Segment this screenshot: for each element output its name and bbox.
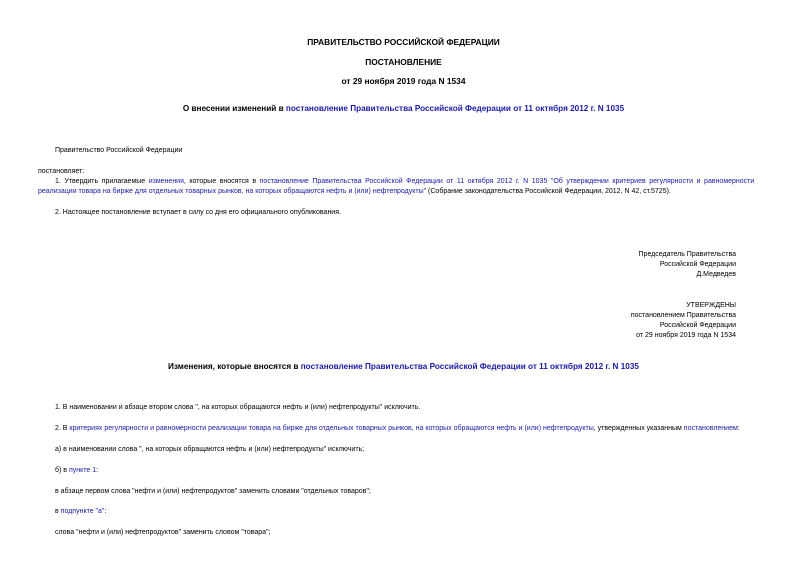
item1-line2 (38, 187, 671, 196)
item2-text: 2. Настоящее постановление вступает в силу со дня его официального опубликования. (55, 209, 341, 216)
item1-text-a: 1. Утвердить прилагаемые (55, 178, 149, 185)
changes-p2 (55, 424, 740, 433)
changes-p6 (55, 507, 106, 516)
changes-p2-text-b: , утвержденных указанным (593, 425, 684, 432)
changes-p6-text-a: в (55, 508, 61, 515)
changes-title-prefix: Изменения, которые вносятся в (168, 362, 301, 371)
changes-p3: а) в наименовании слова ", на которых обращаются нефть и (или) нефтепродукты" исключить; (55, 446, 365, 453)
signature-line2: Российской Федерации (659, 261, 736, 268)
item1-link-decree[interactable]: постановление Правительства Российской Федерации от 11 октября 2012 г. N 1035 "Об утверждении критериев регулярности и равномерности (259, 178, 755, 185)
approved-line3: Российской Федерации (659, 322, 736, 329)
item1-text-c: (Собрание законодательства Российской Федерации, 2012, N 42, ст.5725). (426, 188, 671, 195)
changes-p4-text-a: б) в (55, 467, 69, 474)
changes-p4 (55, 466, 98, 475)
changes-p7: слова "нефти и (или) нефтепродуктов" заменить словом "товара"; (55, 529, 271, 536)
document-title (0, 104, 807, 114)
preamble-subject: Правительство Российской Федерации (55, 147, 183, 154)
changes-p2-link-criteria[interactable]: критериях регулярности и равномерности реализации товара на бирже для отдельных товарных рынков, на которых обращаются нефть и (или) нефтепродукты (69, 425, 594, 432)
approved-line1: УТВЕРЖДЕНЫ (686, 302, 736, 309)
changes-p4-link-item1[interactable]: пункте 1 (68, 467, 97, 474)
changes-p6-link-subitem-a[interactable]: подпункте "а" (60, 508, 105, 515)
changes-p2-text-c: : (737, 425, 740, 432)
changes-p2-link-decree[interactable]: постановлением (683, 425, 738, 432)
changes-p1: 1. В наименовании и абзаце втором слова ", на которых обращаются нефть и (или) нефтепродукты" исключить. (55, 404, 421, 411)
item1-line1 (55, 177, 768, 186)
changes-p2-text-a: 2. В (55, 425, 70, 432)
item1-text-b: , которые вносятся в (183, 178, 260, 185)
document-type-heading: ПОСТАНОВЛЕНИЕ (365, 57, 442, 67)
changes-title (0, 362, 807, 372)
government-heading: ПРАВИТЕЛЬСТВО РОССИЙСКОЙ ФЕДЕРАЦИИ (307, 37, 500, 47)
changes-p4-text-b: : (96, 467, 99, 474)
item1-link-decree-cont[interactable]: реализации товара на бирже для отдельных товарных рынков, на которых обращаются нефть и (или) нефтепродукты" (38, 188, 427, 195)
title-link[interactable]: постановление Правительства Российской Федерации от 11 октября 2012 г. N 1035 (285, 104, 625, 113)
changes-p5: в абзаце первом слова "нефти и (или) нефтепродуктов" заменить словами "отдельных товаров"; (55, 488, 371, 495)
signature-line3: Д.Медведев (696, 271, 736, 278)
preamble-decides: постановляет: (38, 168, 85, 175)
approved-line4: от 29 ноября 2019 года N 1534 (636, 332, 736, 339)
changes-title-link[interactable]: постановление Правительства Российской Федерации от 11 октября 2012 г. N 1035 (300, 362, 639, 371)
approved-line2: постановлением Правительства (630, 312, 736, 319)
item1-link-changes[interactable]: изменения (148, 178, 184, 185)
changes-p6-text-b: : (104, 508, 107, 515)
document-date-number: от 29 ноября 2019 года N 1534 (341, 76, 466, 86)
title-prefix: О внесении изменений в (182, 104, 286, 113)
signature-line1: Председатель Правительства (638, 251, 736, 258)
